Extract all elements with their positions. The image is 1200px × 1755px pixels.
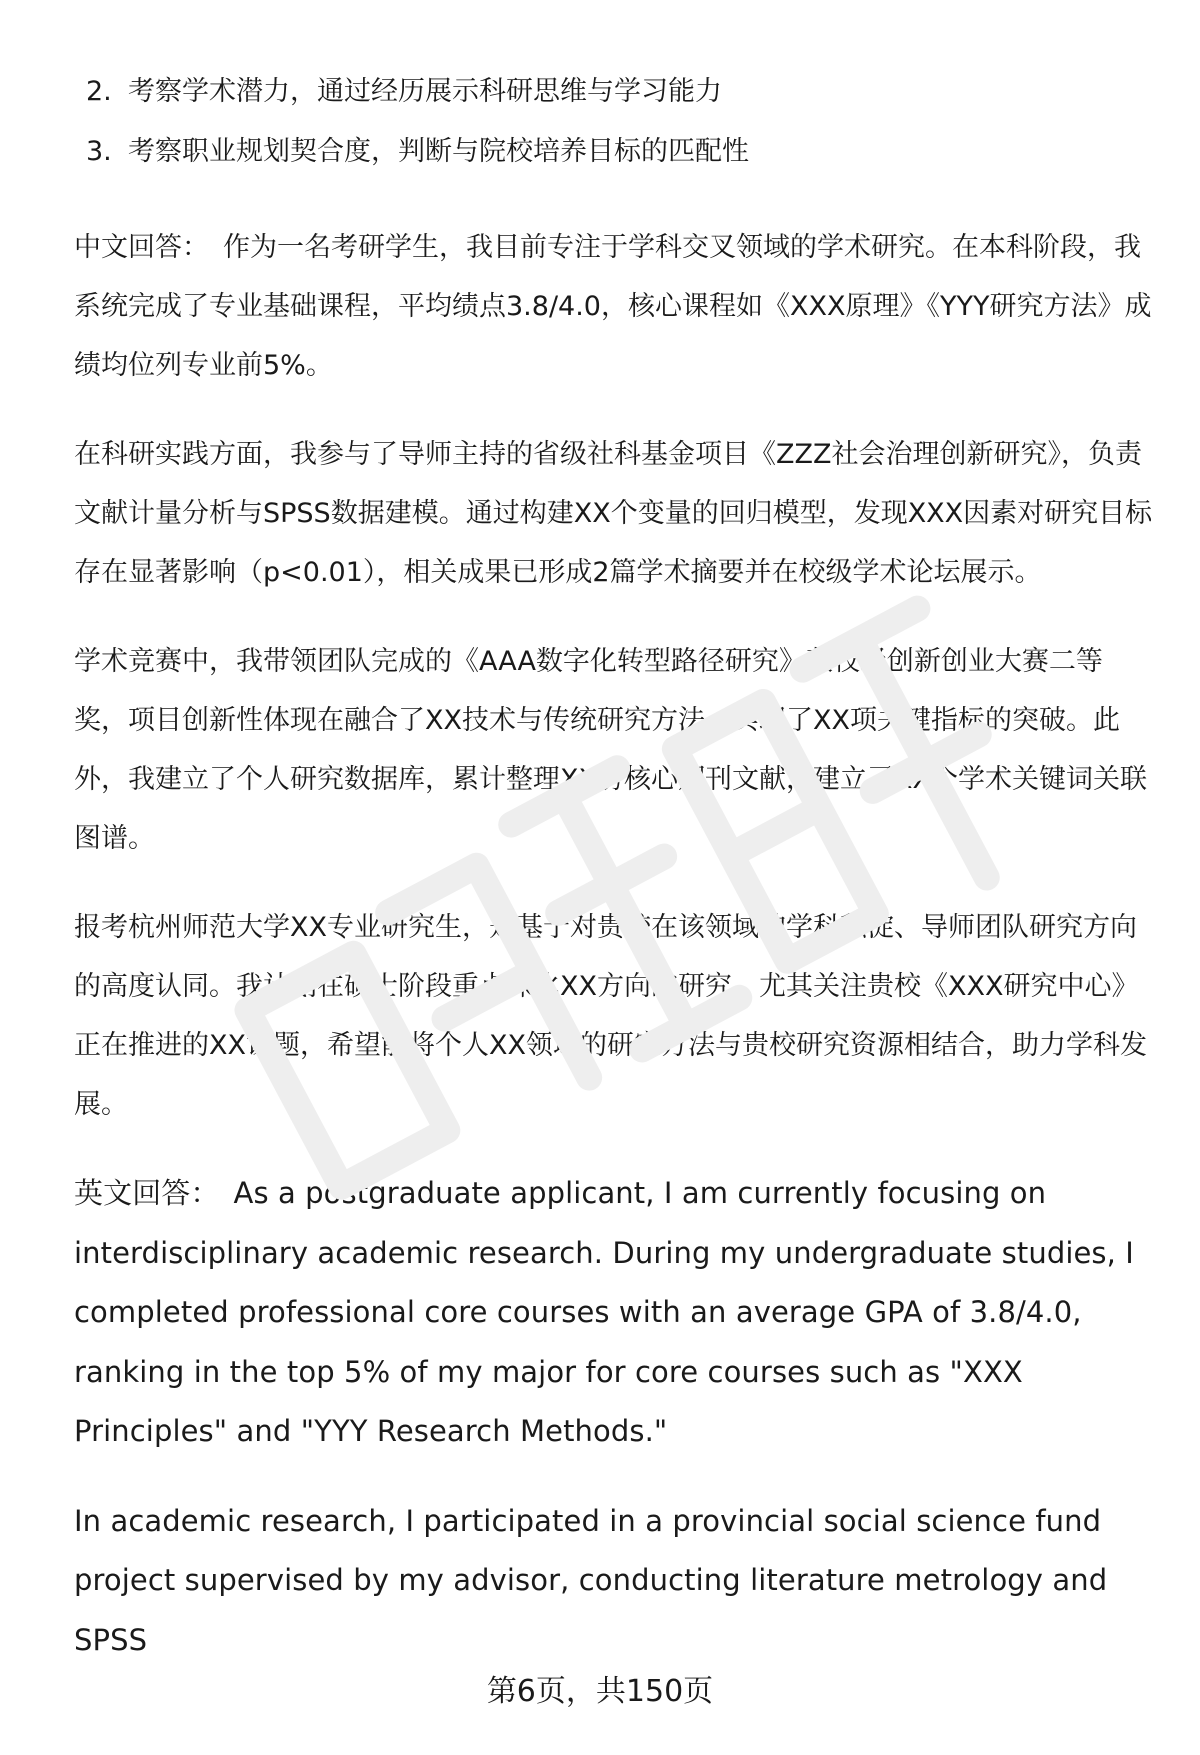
- list-item-text: 考察职业规划契合度，判断与院校培养目标的匹配性: [128, 136, 749, 167]
- cn-answer-text-1: 作为一名考研学生，我目前专注于学科交叉领域的学术研究。在本科阶段，我系统完成了专业基础课程，平均绩点3.8/4.0，核心课程如《XXX原理》《YYY研究方法》成绩均位列专业前5%。: [74, 232, 1152, 381]
- cn-answer-paragraph-2: 在科研实践方面，我参与了导师主持的省级社科基金项目《ZZZ社会治理创新研究》，负责文献计量分析与SPSS数据建模。通过构建XX个变量的回归模型，发现XXX因素对研究目标存在显著影响（p<0.01），相关成果已形成2篇学术摘要并在校级学术论坛展示。: [74, 439, 1153, 588]
- cn-answer-paragraph-1: [74, 218, 1155, 395]
- en-answer-paragraph-2: In academic research, I participated in a provincial social science fund project supervised by my advisor, conducting literature metrology and SPSS: [74, 1503, 1108, 1657]
- en-answer-text-1: As a postgraduate applicant, I am currently focusing on interdisciplinary academic research. During my undergraduate studies, I completed professional core courses with an average GPA of 3.8/4.0, ranking in the top 5% of my major for core courses such as "XXX Principles" and "YYY Research Methods.": [74, 1176, 1134, 1448]
- list-item: [74, 62, 1155, 122]
- page-number-footer: 第6页，共150页: [486, 1674, 714, 1709]
- list-item-number: 2.: [86, 76, 112, 107]
- list-item-text: 考察学术潜力，通过经历展示科研思维与学习能力: [128, 76, 722, 107]
- cn-answer-paragraph-4: 报考杭州师范大学XX专业研究生，是基于对贵校在该领域的学科积淀、导师团队研究方向的高度认同。我计划在硕士阶段重点深化XX方向的研究，尤其关注贵校《XXX研究中心》正在推进的XX课题，希望能将个人XX领域的研究方法与贵校研究资源相结合，助力学科发展。: [74, 912, 1147, 1120]
- en-answer-paragraph-1: [74, 1164, 1155, 1462]
- cn-answer-label: 中文回答：: [74, 232, 209, 263]
- list-item: [74, 122, 1155, 182]
- en-answer-label: 英文回答：: [74, 1176, 220, 1210]
- list-item-number: 3.: [86, 136, 112, 167]
- criteria-list: [74, 62, 1155, 182]
- cn-answer-paragraph-3: 学术竞赛中，我带领团队完成的《AAA数字化转型路径研究》获校级创新创业大赛二等奖，项目创新性体现在融合了XX技术与传统研究方法，实现了XX项关键指标的突破。此外，我建立了个人研究数据库，累计整理XX份核心期刊文献，建立了XX个学术关键词关联图谱。: [74, 646, 1147, 854]
